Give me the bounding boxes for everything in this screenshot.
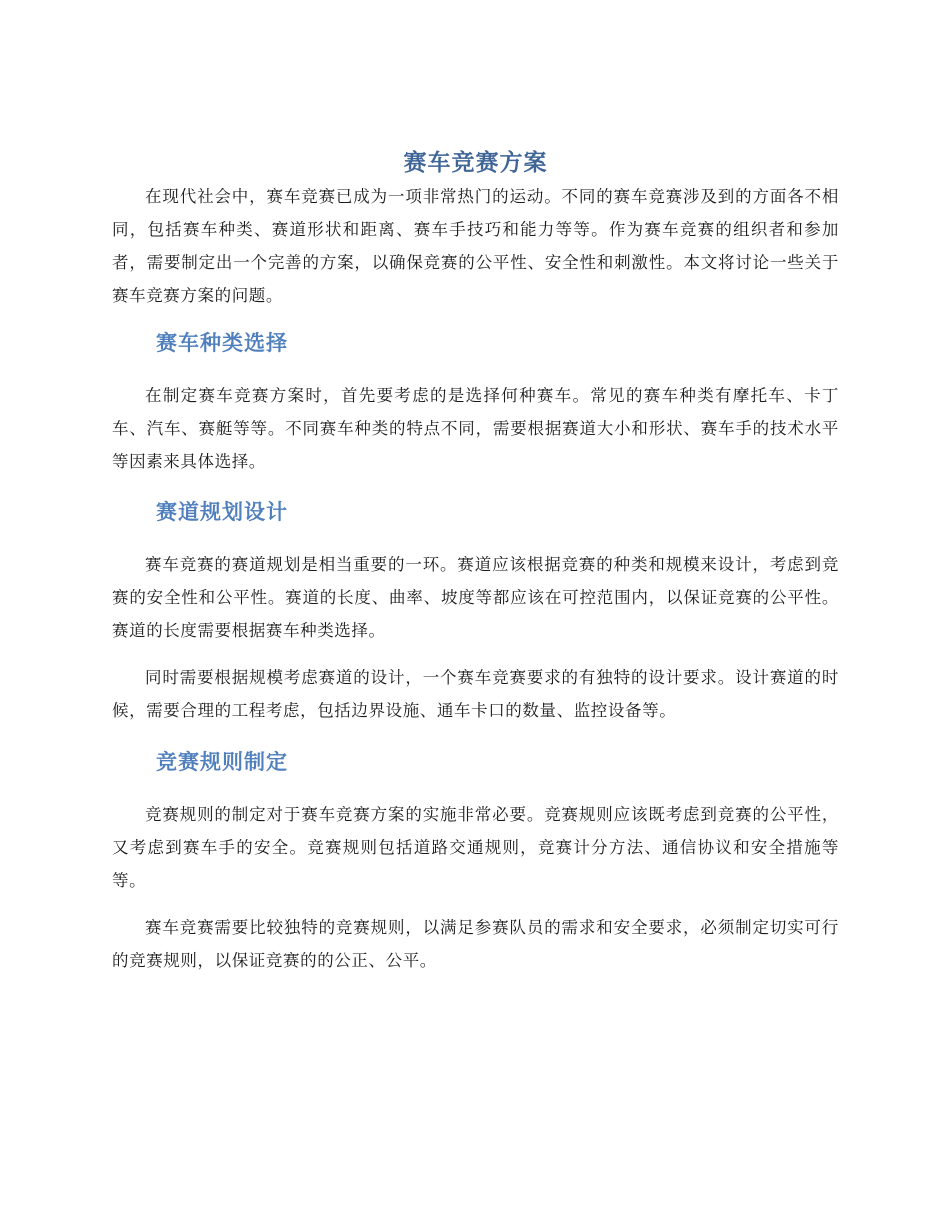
section-paragraph: 竞赛规则的制定对于赛车竞赛方案的实施非常必要。竞赛规则应该既考虑到竞赛的公平性，又考虑到赛车手的安全。竞赛规则包括道路交通规则，竞赛计分方法、通信协议和安全措施等等。 — [112, 805, 839, 890]
section-paragraph: 赛车竞赛的赛道规划是相当重要的一环。赛道应该根据竞赛的种类和规模来设计，考虑到竞赛的安全性和公平性。赛道的长度、曲率、坡度等都应该在可控范围内，以保证竞赛的公平性。赛道的长度需要根据赛车种类选择。 — [112, 555, 839, 640]
document-page — [112, 146, 839, 977]
section-heading-car-types: 赛车种类选择 — [156, 331, 288, 355]
section-paragraph: 赛车竞赛需要比较独特的竞赛规则，以满足参赛队员的需求和安全要求，必须制定切实可行的竞赛规则，以保证竞赛的的公正、公平。 — [112, 918, 839, 970]
section-heading-rules: 竞赛规则制定 — [156, 750, 288, 774]
document-title: 赛车竞赛方案 — [403, 150, 548, 176]
section-paragraph: 在制定赛车竞赛方案时，首先要考虑的是选择何种赛车。常见的赛车种类有摩托车、卡丁车、汽车、赛艇等等。不同赛车种类的特点不同，需要根据赛道大小和形状、赛车手的技术水平等因素来具体选择。 — [112, 386, 839, 471]
section-heading-track-design: 赛道规划设计 — [156, 500, 288, 524]
section-paragraph: 同时需要根据规模考虑赛道的设计，一个赛车竞赛要求的有独特的设计要求。设计赛道的时候，需要合理的工程考虑，包括边界设施、通车卡口的数量、监控设备等。 — [112, 668, 839, 720]
intro-paragraph: 在现代社会中，赛车竞赛已成为一项非常热门的运动。不同的赛车竞赛涉及到的方面各不相同，包括赛车种类、赛道形状和距离、赛车手技巧和能力等等。作为赛车竞赛的组织者和参加者，需要制定出一个完善的方案，以确保竞赛的公平性、安全性和刺激性。本文将讨论一些关于赛车竞赛方案的问题。 — [112, 187, 839, 305]
